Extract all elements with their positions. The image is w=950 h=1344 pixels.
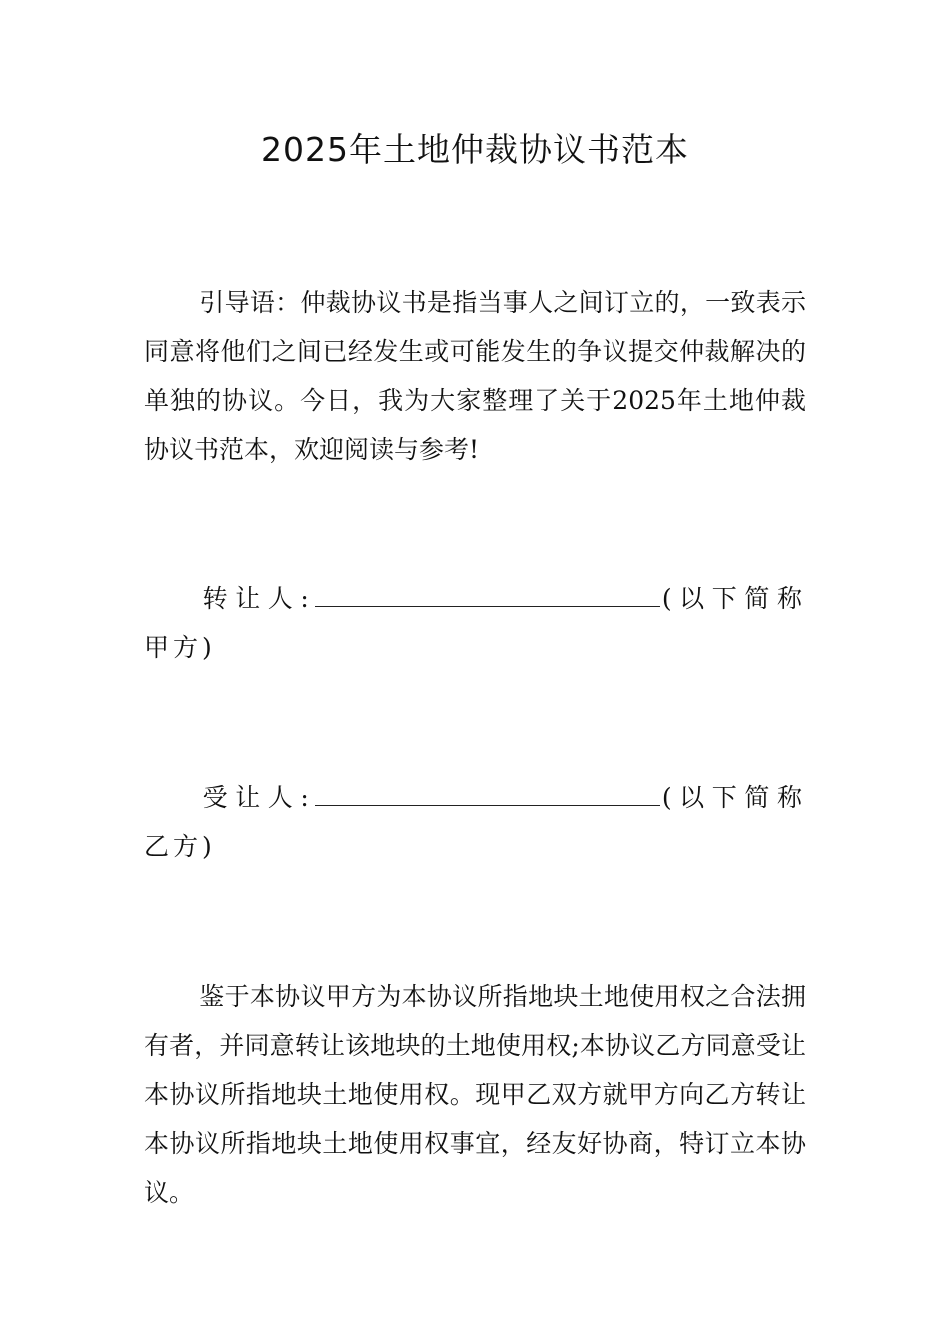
transferee-line	[144, 773, 806, 871]
transferor-suffix: (以下简称甲方)	[144, 584, 806, 662]
recital-text: 鉴于本协议甲方为本协议所指地块土地使用权之合法拥有者，并同意转让该地块的土地使用权;本协议乙方同意受让本协议所指地块土地使用权。现甲乙双方就甲方向乙方转让本协议所指地块土地使用权事宜，经友好协商，特订立本协议。	[144, 982, 806, 1207]
recital-paragraph	[144, 972, 806, 1217]
transferee-blank-field[interactable]	[315, 783, 660, 806]
transferor-line	[144, 574, 806, 672]
intro-paragraph	[144, 278, 806, 474]
transferee-label: 受让人:	[199, 783, 313, 812]
transferee-suffix: (以下简称乙方)	[144, 783, 806, 861]
intro-text: 引导语：仲裁协议书是指当事人之间订立的，一致表示同意将他们之间已经发生或可能发生的争议提交仲裁解决的单独的协议。今日，我为大家整理了关于2025年土地仲裁协议书范本，欢迎阅读与参考!	[144, 288, 806, 464]
transferor-label: 转让人:	[199, 584, 313, 613]
transferor-blank-field[interactable]	[315, 584, 660, 607]
document-title: 2025年土地仲裁协议书范本	[261, 130, 689, 169]
